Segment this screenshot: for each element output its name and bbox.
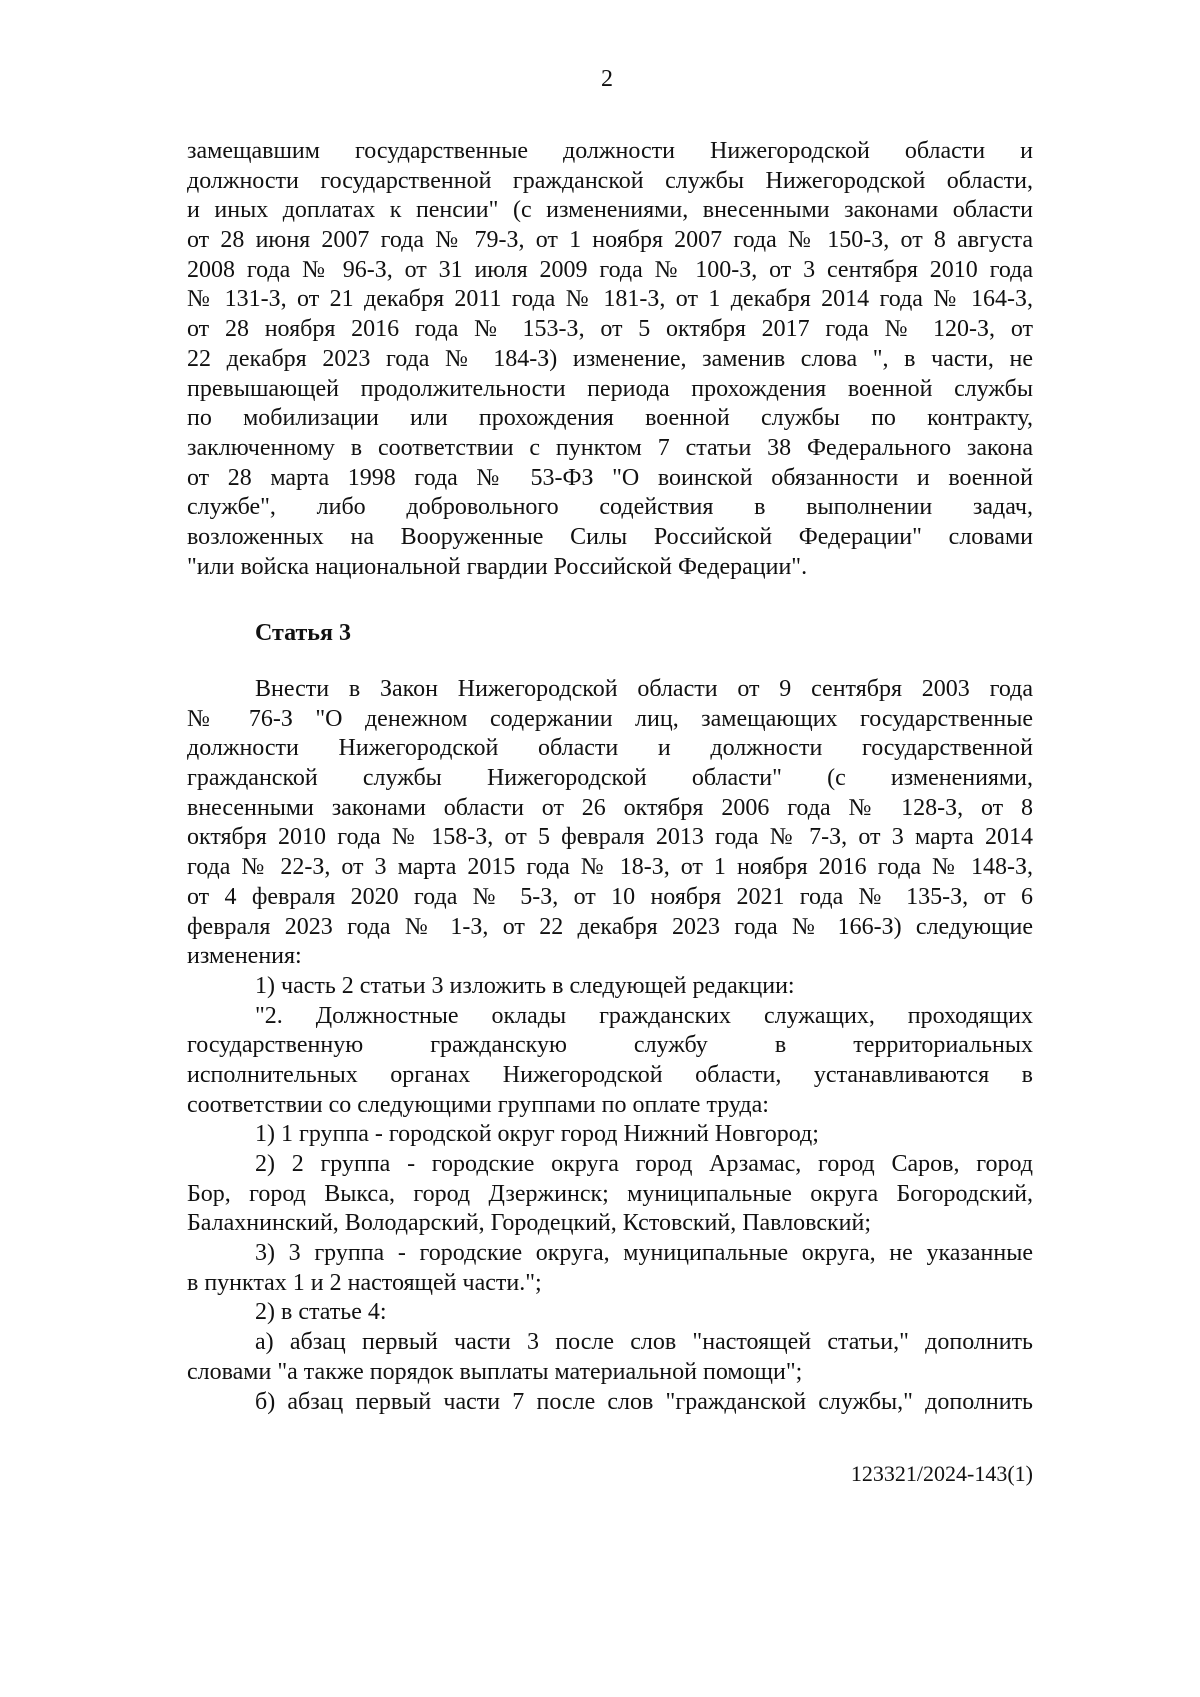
text-line: гражданской службы Нижегородской области" (с изменениями, — [187, 765, 1033, 792]
text-line: № 131-З, от 21 декабря 2011 года № 181-З, от 1 декабря 2014 года № 164-З, — [187, 286, 1033, 313]
text-line: № 76-З "О денежном содержании лиц, замещающих государственные — [187, 705, 1033, 732]
text-line: "2. Должностные оклады гражданских служащих, проходящих — [255, 1002, 1033, 1029]
article-heading: Статья 3 — [255, 620, 351, 646]
text-line: изменения: — [187, 943, 302, 970]
text-line: словами "а также порядок выплаты материальной помощи"; — [187, 1358, 803, 1385]
text-line: от 28 июня 2007 года № 79-З, от 1 ноября 2007 года № 150-З, от 8 августа — [187, 227, 1033, 254]
text-line: Бор, город Выкса, город Дзержинск; муниципальные округа Богородский, — [187, 1180, 1033, 1207]
text-line: замещавшим государственные должности Нижегородской области и — [187, 138, 1033, 164]
text-line: возложенных на Вооруженные Силы Российской Федерации" словами — [187, 523, 1033, 550]
text-line: от 4 февраля 2020 года № 5-З, от 10 ноября 2021 года № 135-З, от 6 — [187, 883, 1033, 910]
text-line: Балахнинский, Володарский, Городецкий, Кстовский, Павловский; — [187, 1210, 872, 1237]
text-line: б) абзац первый части 7 после слов "гражданской службы," дополнить — [255, 1388, 1033, 1415]
text-line: октября 2010 года № 158-З, от 5 февраля 2013 года № 7-З, от 3 марта 2014 — [187, 824, 1033, 851]
text-block-article-3 — [187, 675, 1033, 1417]
text-line: 2008 года № 96-З, от 31 июля 2009 года № 100-З, от 3 сентября 2010 года — [187, 256, 1033, 283]
text-line: 2) в статье 4: — [255, 1299, 387, 1326]
text-line: 2) 2 группа - городские округа город Арзамас, город Саров, город — [255, 1151, 1033, 1177]
text-line: в пунктах 1 и 2 настоящей части."; — [187, 1269, 542, 1296]
text-line: заключенному в соответствии с пунктом 7 статьи 38 Федерального закона — [187, 434, 1033, 461]
text-line: по мобилизации или прохождения военной службы по контракту, — [187, 405, 1033, 432]
text-line: 3) 3 группа - городские округа, муниципальные округа, не указанные — [255, 1240, 1033, 1267]
text-line: а) абзац первый части 3 после слов "настоящей статьи," дополнить — [255, 1329, 1033, 1356]
text-line: от 28 ноября 2016 года № 153-З, от 5 октября 2017 года № 120-З, от — [187, 316, 1033, 343]
text-line: 1) часть 2 статьи 3 изложить в следующей редакции: — [255, 972, 795, 999]
document-footer-number: 123321/2024-143(1) — [850, 1461, 1033, 1486]
text-line: исполнительных органах Нижегородской области, устанавливаются в — [187, 1061, 1033, 1088]
text-line: февраля 2023 года № 1-З, от 22 декабря 2023 года № 166-З) следующие — [187, 913, 1033, 940]
text-line: должности Нижегородской области и должности государственной — [187, 735, 1033, 762]
text-line: 22 декабря 2023 года № 184-З) изменение, заменив слова ", в части, не — [187, 345, 1033, 372]
text-line: превышающей продолжительности периода прохождения военной службы — [187, 375, 1033, 402]
text-line: государственную гражданскую службу в территориальных — [187, 1032, 1033, 1059]
text-line: года № 22-З, от 3 марта 2015 года № 18-З, от 1 ноября 2016 года № 148-З, — [187, 854, 1033, 881]
text-line: внесенными законами области от 26 октября 2006 года № 128-З, от 8 — [187, 794, 1033, 821]
text-line: соответствии со следующими группами по оплате труда: — [187, 1091, 769, 1118]
text-line: "или войска национальной гвардии Российской Федерации". — [187, 553, 808, 580]
text-line: Внести в Закон Нижегородской области от 9 сентября 2003 года — [255, 676, 1033, 702]
text-block-continuation — [187, 137, 1033, 582]
text-line: должности государственной гражданской службы Нижегородской области, — [187, 167, 1033, 194]
text-line: от 28 марта 1998 года № 53-ФЗ "О воинской обязанности и военной — [187, 464, 1033, 491]
text-line: службе", либо добровольного содействия в выполнении задач, — [187, 494, 1033, 521]
text-line: 1) 1 группа - городской округ город Нижний Новгород; — [255, 1121, 819, 1148]
page-number: 2 — [601, 66, 613, 92]
text-line: и иных доплатах к пенсии" (с изменениями, внесенными законами области — [187, 197, 1033, 224]
